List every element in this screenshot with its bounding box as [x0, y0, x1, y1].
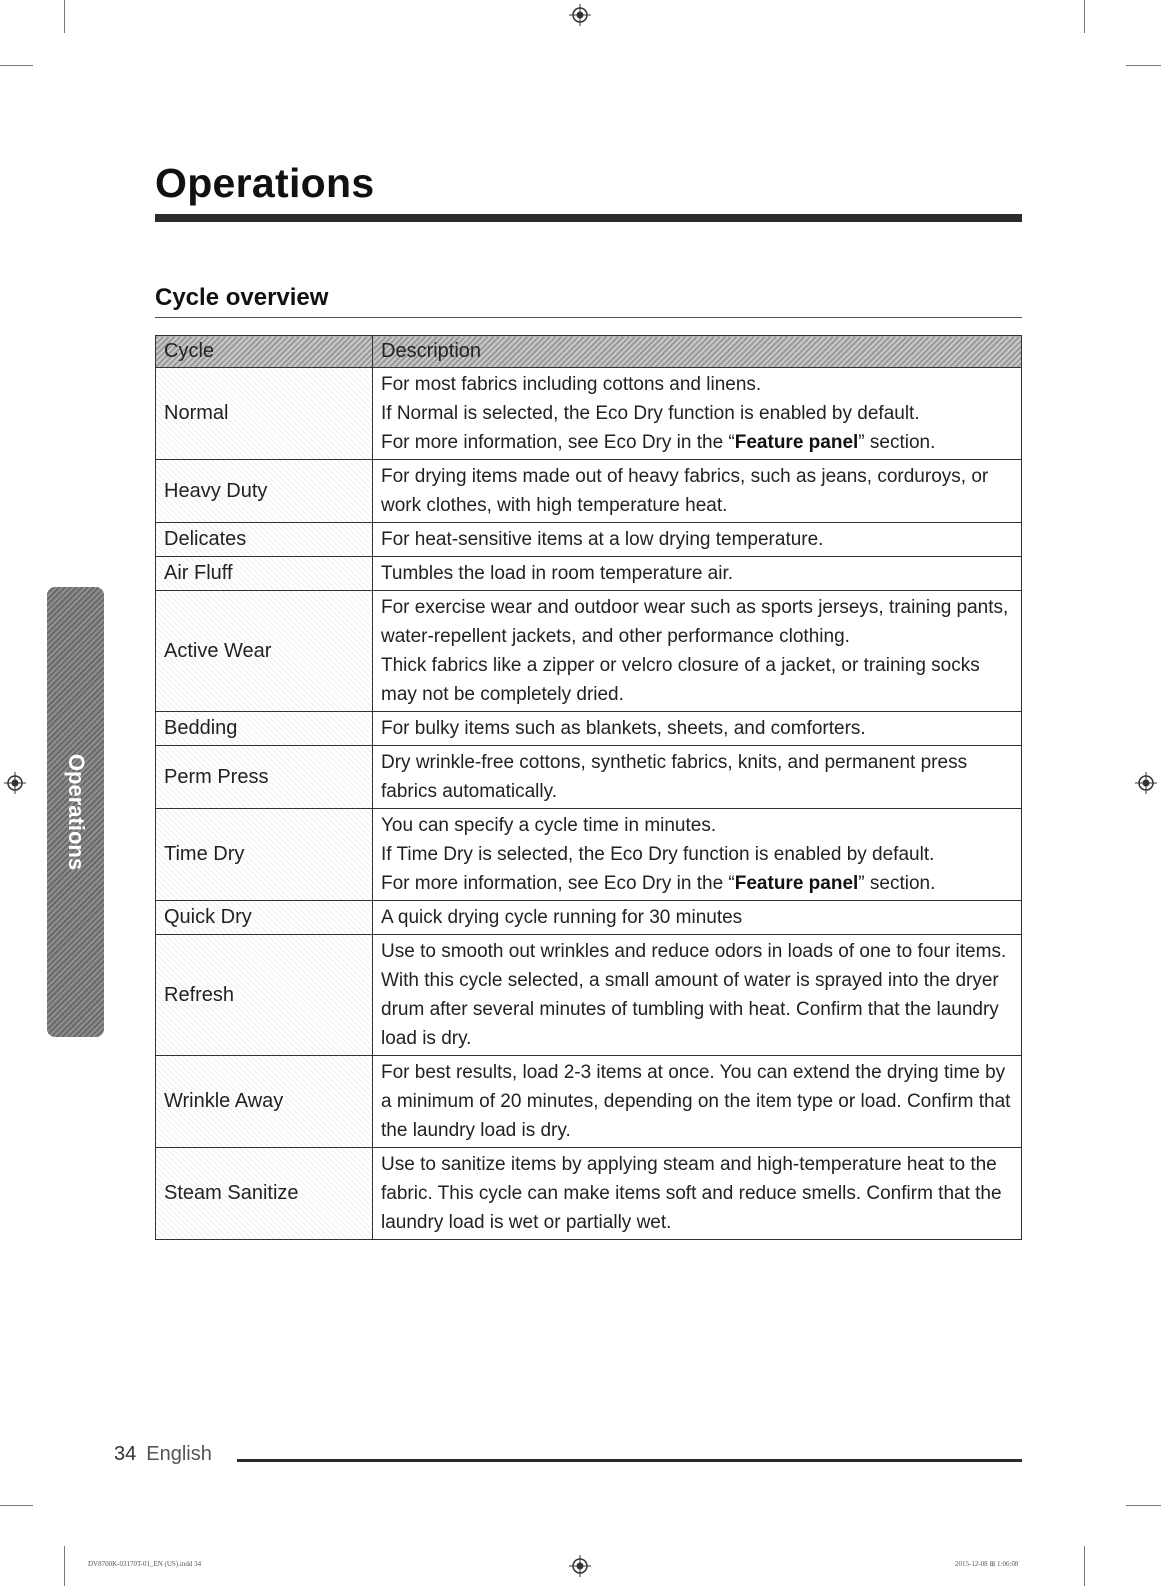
column-header-description: Description: [373, 336, 1022, 368]
description-text: For more information, see Eco Dry in the “: [381, 873, 735, 894]
table-row: [156, 901, 1022, 935]
cycle-description: [373, 523, 1022, 557]
crop-mark: [0, 1505, 33, 1506]
description-paragraph: You can specify a cycle time in minutes.: [381, 815, 717, 836]
crop-mark: [0, 65, 33, 66]
section-title: Cycle overview: [155, 284, 329, 311]
description-paragraph: For bulky items such as blankets, sheets, and comforters.: [381, 718, 866, 739]
description-paragraph: Use to sanitize items by applying steam and high-temperature heat to the fabric. This cycle can make items soft and reduce smells. Confirm that the laundry load is wet or partially wet.: [381, 1154, 1002, 1233]
cycle-description: [373, 746, 1022, 809]
page-number: 34: [114, 1443, 137, 1465]
table-row: [156, 368, 1022, 460]
footer: [114, 1443, 212, 1466]
cycle-description: [373, 368, 1022, 460]
table-row: [156, 557, 1022, 591]
table-row: [156, 1148, 1022, 1240]
footer-rule: [237, 1459, 1022, 1462]
cycle-name: Delicates: [156, 523, 373, 557]
description-paragraph: For most fabrics including cottons and linens.: [381, 374, 762, 395]
crop-mark: [64, 0, 65, 33]
cycle-description: [373, 712, 1022, 746]
table-row: [156, 935, 1022, 1056]
cycle-name: Wrinkle Away: [156, 1056, 373, 1148]
description-paragraph: [381, 869, 1013, 898]
table-row: [156, 809, 1022, 901]
cycle-name: Normal: [156, 368, 373, 460]
cycle-name: Heavy Duty: [156, 460, 373, 523]
description-paragraph: Use to smooth out wrinkles and reduce odors in loads of one to four items. With this cycle selected, a small amount of water is sprayed into the dryer drum after several minutes of tumbling with heat. Confirm that the laundry load is dry.: [381, 941, 1007, 1049]
cycle-overview-table: [155, 335, 1022, 1240]
cycle-name: Bedding: [156, 712, 373, 746]
description-text: For more information, see Eco Dry in the “: [381, 432, 735, 453]
footer-language: English: [146, 1443, 212, 1465]
page-title: Operations: [155, 160, 375, 206]
cycle-name: Perm Press: [156, 746, 373, 809]
cycle-name: Steam Sanitize: [156, 1148, 373, 1240]
description-paragraph: For heat-sensitive items at a low drying temperature.: [381, 529, 824, 550]
crop-mark: [1126, 65, 1161, 66]
description-paragraph: For exercise wear and outdoor wear such as sports jerseys, training pants, water-repellent jackets, and other performance clothing.: [381, 597, 1009, 647]
cycle-description: [373, 901, 1022, 935]
description-paragraph: For best results, load 2-3 items at once. You can extend the drying time by a minimum of 20 minutes, depending on the item type or load. Confirm that the laundry load is dry.: [381, 1062, 1011, 1141]
cycle-description: [373, 1148, 1022, 1240]
title-rule: [155, 214, 1022, 222]
crop-mark: [1126, 1505, 1161, 1506]
table-row: [156, 746, 1022, 809]
registration-mark-icon: [1135, 772, 1157, 794]
description-paragraph: [381, 428, 1013, 457]
table-row: [156, 1056, 1022, 1148]
registration-mark-icon: [4, 772, 26, 794]
cycle-description: [373, 1056, 1022, 1148]
side-tab-label: Operations: [63, 753, 89, 871]
cycle-name: Air Fluff: [156, 557, 373, 591]
table-row: [156, 591, 1022, 712]
side-tab: [47, 587, 104, 1037]
description-paragraph: Tumbles the load in room temperature air.: [381, 563, 734, 584]
cycle-description: [373, 460, 1022, 523]
description-paragraph: Dry wrinkle-free cottons, synthetic fabrics, knits, and permanent press fabrics automatically.: [381, 752, 968, 802]
feature-panel-reference: Feature panel: [734, 873, 859, 894]
cycle-description: [373, 809, 1022, 901]
cycle-description: [373, 591, 1022, 712]
column-header-cycle: Cycle: [156, 336, 373, 368]
cycle-name: Time Dry: [156, 809, 373, 901]
description-paragraph: If Time Dry is selected, the Eco Dry function is enabled by default.: [381, 844, 935, 865]
registration-mark-icon: [569, 4, 591, 26]
table-body: [156, 368, 1022, 1240]
table-row: [156, 712, 1022, 746]
description-paragraph: If Normal is selected, the Eco Dry function is enabled by default.: [381, 403, 920, 424]
cycle-name: Active Wear: [156, 591, 373, 712]
table-row: [156, 523, 1022, 557]
table-header-row: [156, 336, 1022, 368]
cycle-description: [373, 935, 1022, 1056]
cycle-name: Refresh: [156, 935, 373, 1056]
print-slug-date: 2015-12-08 ⊞ 1:06:08: [955, 1560, 1019, 1568]
crop-mark: [1084, 1546, 1085, 1586]
feature-panel-reference: Feature panel: [734, 432, 859, 453]
cycle-description: [373, 557, 1022, 591]
cycle-name: Quick Dry: [156, 901, 373, 935]
description-paragraph: A quick drying cycle running for 30 minutes: [381, 907, 743, 928]
description-text: ” section.: [858, 873, 936, 894]
table-row: [156, 460, 1022, 523]
description-paragraph: For drying items made out of heavy fabrics, such as jeans, corduroys, or work clothes, with high temperature heat.: [381, 466, 989, 516]
registration-mark-icon: [569, 1555, 591, 1577]
crop-mark: [64, 1546, 65, 1586]
description-text: ” section.: [858, 432, 936, 453]
print-slug-file: DV8700K-03170T-01_EN (US).indd 34: [88, 1560, 202, 1568]
section-rule: [155, 317, 1022, 318]
description-paragraph: Thick fabrics like a zipper or velcro closure of a jacket, or training socks may not be completely dried.: [381, 655, 980, 705]
crop-mark: [1084, 0, 1085, 33]
